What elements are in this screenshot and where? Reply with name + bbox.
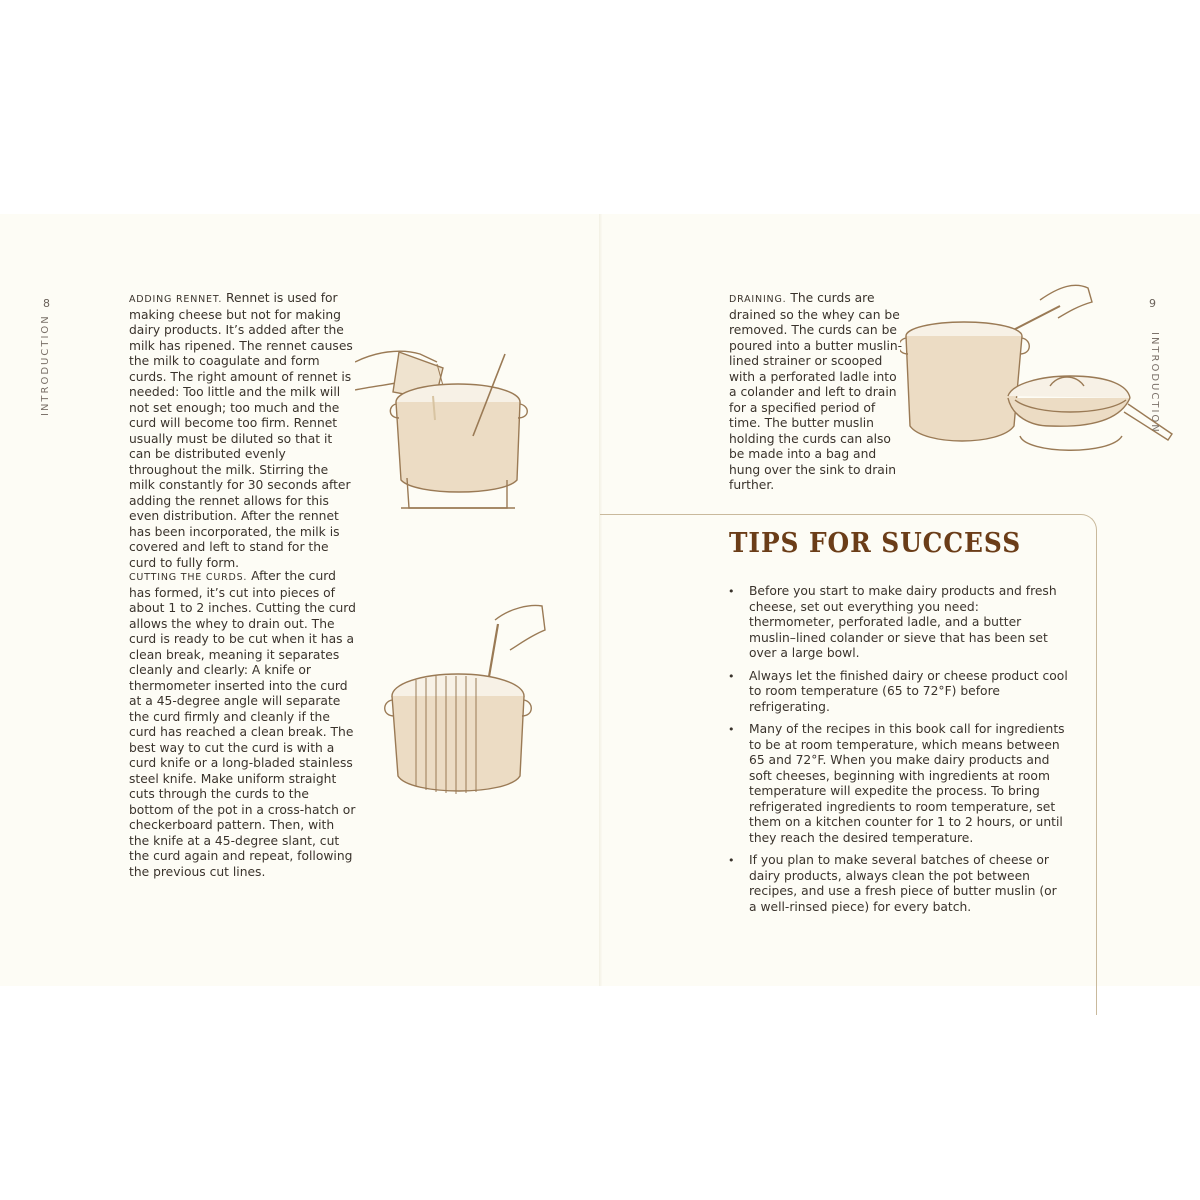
tip-item (726, 722, 1068, 846)
bullet-icon: • (728, 854, 735, 867)
tip-text: Always let the finished dairy or cheese product cool to room temperature (65 to 72°F) before refrigerating. (749, 668, 1068, 714)
tip-item (726, 584, 1068, 662)
tip-text: Many of the recipes in this book call for ingredients to be at room temperature, which means between 65 and 72°F. When you make dairy products and soft cheeses, beginning with ingredients at room temperature will expedite the process. To bring refrigerated ingredients to room temperature, set them on a kitchen counter for 1 to 2 hours, or until they reach the desired temperature. (749, 722, 1065, 845)
cutting-curds-lead: CUTTING THE CURDS. (129, 572, 248, 583)
tip-text: If you plan to make several batches of cheese or dairy products, always clean the pot between recipes, and use a fresh piece of butter muslin (or a well-rinsed piece) for every batch. (749, 853, 1057, 914)
draining-text: The curds are drained so the whey can be removed. The curds can be poured into a butter muslin-lined strainer or scooped with a perforated ladle into a colander and left to drain for a specified period of time. The butter muslin holding the curds can also be made into a bag and hung over the sink to drain further. (729, 291, 903, 492)
right-page-number: 9 (1149, 297, 1156, 310)
tip-item (726, 853, 1068, 915)
bullet-icon: • (728, 723, 735, 736)
draining-paragraph (729, 291, 904, 494)
tip-text: Before you start to make dairy products and fresh cheese, set out everything you need: thermometer, perforated ladle, and a butter muslin–lined colander or sieve that has been set over a large bowl. (749, 584, 1057, 660)
draining-lead: DRAINING. (729, 294, 787, 305)
cutting-curds-paragraph (129, 569, 357, 880)
draining-curds-illustration (900, 276, 1180, 476)
cutting-curds-text: After the curd has formed, it’s cut into pieces of about 1 to 2 inches. Cutting the curd allows the whey to drain out. The curd is ready to be cut when it has a clean break, meaning it separates cleanly and clearly: A knife or thermometer inserted into the curd at a 45-degree angle will separate the curd firmly and cleanly if the curd has reached a clean break. The best way to cut the curd is with a curd knife or a long-bladed stainless steel knife. Make uniform straight cuts through the curds to the bottom of the pot in a cross-hatch or checkerboard pattern. Then, with the knife at a 45-degree slant, cut the curd again and repeat, following the previous cut lines. (129, 569, 356, 879)
adding-rennet-lead: ADDING RENNET. (129, 294, 223, 305)
tip-item (726, 669, 1068, 716)
adding-rennet-paragraph (129, 291, 354, 571)
pot-rennet-illustration (355, 340, 545, 520)
bullet-icon: • (728, 669, 735, 683)
left-page-number: 8 (43, 297, 50, 310)
tips-title: TIPS FOR SUCCESS (729, 528, 1022, 559)
bullet-icon: • (728, 585, 735, 598)
right-running-head: INTRODUCTION (1149, 332, 1160, 434)
pot-cutting-curds-illustration (380, 600, 555, 800)
adding-rennet-text: Rennet is used for making cheese but not for making dairy products. It’s added after the milk has ripened. The rennet causes the milk to coagulate and form curds. The right amount of rennet is needed: Too little and the milk will not set enough; too much and the curd will become too firm. Rennet usually must be diluted so that it can be distributed evenly throughout the milk. Stirring the milk constantly for 30 seconds after adding the rennet allows for this even distribution. After the rennet has been incorporated, the milk is covered and left to stand for the curd to fully form. (129, 291, 353, 570)
left-running-head: INTRODUCTION (40, 314, 51, 416)
tips-list (726, 584, 1068, 922)
